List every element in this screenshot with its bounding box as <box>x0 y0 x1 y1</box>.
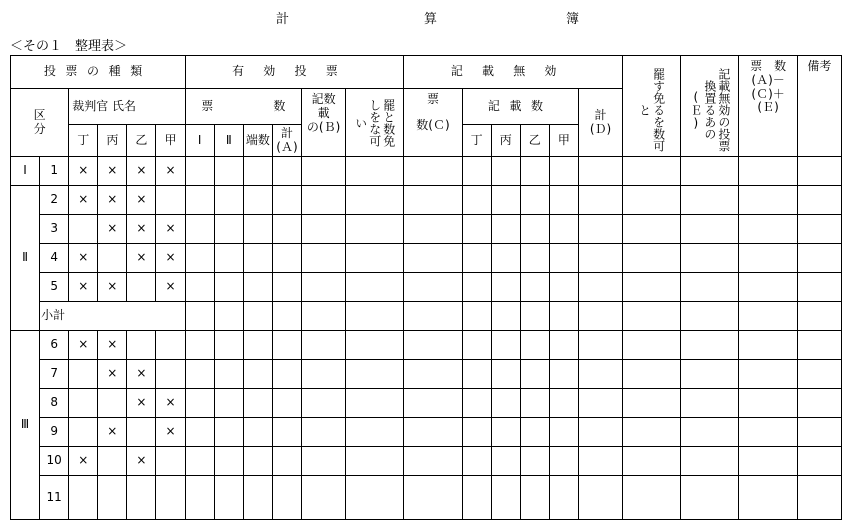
entry-cell[interactable] <box>623 302 681 331</box>
mark-ko <box>156 186 185 215</box>
entry-cell[interactable] <box>185 360 214 389</box>
header-kei-d: 計 (Ｄ) <box>578 89 622 157</box>
entry-cell[interactable] <box>549 186 578 215</box>
entry-cell[interactable] <box>462 244 491 273</box>
mark-ko: × <box>156 389 185 418</box>
mark-ko: × <box>156 273 185 302</box>
entry-cell[interactable] <box>623 244 681 273</box>
mark-hei: × <box>98 186 127 215</box>
entry-cell[interactable] <box>797 476 841 520</box>
mark-ko <box>156 447 185 476</box>
mark-tei: × <box>69 157 98 186</box>
table-row <box>11 215 842 244</box>
entry-cell[interactable] <box>243 273 272 302</box>
entry-cell[interactable] <box>404 389 462 418</box>
entry-cell[interactable] <box>404 476 462 520</box>
mark-ko <box>156 331 185 360</box>
entry-cell[interactable] <box>346 157 404 186</box>
mark-otsu: × <box>127 360 156 389</box>
row-number: 4 <box>40 244 69 273</box>
entry-cell[interactable] <box>214 389 243 418</box>
entry-cell[interactable] <box>272 418 301 447</box>
mark-tei <box>69 476 98 520</box>
entry-cell[interactable] <box>578 273 622 302</box>
entry-cell[interactable] <box>520 273 549 302</box>
entry-cell[interactable] <box>243 186 272 215</box>
entry-cell[interactable] <box>462 360 491 389</box>
entry-cell[interactable] <box>214 476 243 520</box>
row-number: 11 <box>40 476 69 520</box>
entry-cell[interactable] <box>302 273 346 302</box>
table-row <box>11 476 842 520</box>
entry-cell[interactable] <box>797 273 841 302</box>
mark-tei: × <box>69 331 98 360</box>
header-roman-2: Ⅱ <box>214 125 243 157</box>
header-inv-otsu: 乙 <box>520 125 549 157</box>
entry-cell[interactable] <box>346 389 404 418</box>
entry-cell[interactable] <box>578 331 622 360</box>
entry-cell[interactable] <box>623 360 681 389</box>
header-inv-hei: 丙 <box>491 125 520 157</box>
mark-otsu: × <box>127 447 156 476</box>
entry-cell[interactable] <box>404 360 462 389</box>
row-number: 6 <box>40 331 69 360</box>
mark-tei: × <box>69 447 98 476</box>
entry-cell[interactable] <box>681 331 739 360</box>
entry-cell[interactable] <box>578 215 622 244</box>
entry-cell[interactable] <box>272 273 301 302</box>
entry-cell[interactable] <box>549 215 578 244</box>
entry-cell[interactable] <box>520 302 549 331</box>
entry-cell[interactable] <box>214 418 243 447</box>
entry-cell[interactable] <box>214 244 243 273</box>
title-char-2: 算 <box>424 12 438 27</box>
title-char-3: 簿 <box>566 12 580 27</box>
entry-cell[interactable] <box>404 215 462 244</box>
entry-cell[interactable] <box>302 476 346 520</box>
entry-cell[interactable] <box>272 302 301 331</box>
entry-cell[interactable] <box>623 186 681 215</box>
subtotal-row <box>11 302 842 331</box>
entry-cell[interactable] <box>272 389 301 418</box>
entry-cell[interactable] <box>549 273 578 302</box>
table-row <box>11 244 842 273</box>
entry-cell[interactable] <box>185 157 214 186</box>
entry-cell[interactable] <box>462 215 491 244</box>
entry-cell[interactable] <box>491 215 520 244</box>
entry-cell[interactable] <box>520 186 549 215</box>
entry-cell[interactable] <box>243 215 272 244</box>
entry-cell[interactable] <box>549 476 578 520</box>
entry-cell[interactable] <box>578 244 622 273</box>
entry-cell[interactable] <box>739 244 797 273</box>
entry-cell[interactable] <box>520 476 549 520</box>
entry-cell[interactable] <box>623 157 681 186</box>
entry-cell[interactable] <box>185 476 214 520</box>
mark-ko: × <box>156 244 185 273</box>
entry-cell[interactable] <box>346 418 404 447</box>
row-number: 2 <box>40 186 69 215</box>
entry-cell[interactable] <box>185 302 214 331</box>
entry-cell[interactable] <box>491 302 520 331</box>
subtotal-pad <box>69 302 185 331</box>
row-number: 1 <box>40 157 69 186</box>
entry-cell[interactable] <box>272 360 301 389</box>
entry-cell[interactable] <box>681 418 739 447</box>
entry-cell[interactable] <box>623 389 681 418</box>
entry-cell[interactable] <box>302 389 346 418</box>
entry-cell[interactable] <box>681 476 739 520</box>
entry-cell[interactable] <box>520 447 549 476</box>
mark-tei <box>69 215 98 244</box>
entry-cell[interactable] <box>739 476 797 520</box>
entry-cell[interactable] <box>623 447 681 476</box>
entry-cell[interactable] <box>549 157 578 186</box>
entry-cell[interactable] <box>797 186 841 215</box>
group-label: Ⅱ <box>11 186 40 331</box>
entry-cell[interactable] <box>243 389 272 418</box>
entry-cell[interactable] <box>520 157 549 186</box>
calculation-table <box>10 55 842 520</box>
entry-cell[interactable] <box>681 447 739 476</box>
entry-cell[interactable] <box>520 331 549 360</box>
entry-cell[interactable] <box>462 302 491 331</box>
entry-cell[interactable] <box>404 447 462 476</box>
entry-cell[interactable] <box>185 389 214 418</box>
row-number: 5 <box>40 273 69 302</box>
page-title <box>0 8 852 28</box>
entry-cell[interactable] <box>491 186 520 215</box>
entry-cell[interactable] <box>302 360 346 389</box>
mark-tei: × <box>69 244 98 273</box>
table-row <box>11 157 842 186</box>
entry-cell[interactable] <box>491 447 520 476</box>
entry-cell[interactable] <box>404 273 462 302</box>
entry-cell[interactable] <box>797 418 841 447</box>
entry-cell[interactable] <box>491 476 520 520</box>
entry-cell[interactable] <box>272 447 301 476</box>
mark-hei <box>98 389 127 418</box>
mark-hei: × <box>98 273 127 302</box>
entry-cell[interactable] <box>346 215 404 244</box>
mark-hei: × <box>98 331 127 360</box>
entry-cell[interactable] <box>520 244 549 273</box>
entry-cell[interactable] <box>491 157 520 186</box>
entry-cell[interactable] <box>272 215 301 244</box>
header-e-col: 記載無効の投票換置るあの(Ｅ) <box>681 56 739 157</box>
entry-cell[interactable] <box>578 186 622 215</box>
entry-cell[interactable] <box>243 447 272 476</box>
entry-cell[interactable] <box>578 389 622 418</box>
header-hyosu: 票 数 <box>185 89 301 125</box>
entry-cell[interactable] <box>797 302 841 331</box>
entry-cell[interactable] <box>549 302 578 331</box>
entry-cell[interactable] <box>185 418 214 447</box>
entry-cell[interactable] <box>681 360 739 389</box>
entry-cell[interactable] <box>797 215 841 244</box>
entry-cell[interactable] <box>739 302 797 331</box>
entry-cell[interactable] <box>578 360 622 389</box>
entry-cell[interactable] <box>214 186 243 215</box>
row-number: 10 <box>40 447 69 476</box>
entry-cell[interactable] <box>243 302 272 331</box>
entry-cell[interactable] <box>272 157 301 186</box>
mark-ko <box>156 476 185 520</box>
entry-cell[interactable] <box>681 215 739 244</box>
header-remarks: 備考 <box>797 56 841 157</box>
entry-cell[interactable] <box>243 244 272 273</box>
mark-ko: × <box>156 215 185 244</box>
header-total-col: 票 数 (Ａ)－ (Ｃ)＋ (Ｅ) <box>739 56 797 157</box>
entry-cell[interactable] <box>739 157 797 186</box>
header-kubun: 区 分 <box>11 89 69 157</box>
entry-cell[interactable] <box>404 302 462 331</box>
entry-cell[interactable] <box>404 244 462 273</box>
title-char-1: 計 <box>276 12 290 27</box>
header-otsu: 乙 <box>127 125 156 157</box>
mark-ko: × <box>156 418 185 447</box>
header-hime-col: 罷す免るを数可と <box>623 56 681 157</box>
entry-cell[interactable] <box>681 389 739 418</box>
entry-cell[interactable] <box>185 447 214 476</box>
entry-cell[interactable] <box>346 360 404 389</box>
entry-cell[interactable] <box>739 418 797 447</box>
entry-cell[interactable] <box>491 418 520 447</box>
entry-cell[interactable] <box>739 447 797 476</box>
mark-hei <box>98 476 127 520</box>
entry-cell[interactable] <box>185 215 214 244</box>
header-hei: 丙 <box>98 125 127 157</box>
entry-cell[interactable] <box>520 418 549 447</box>
entry-cell[interactable] <box>272 186 301 215</box>
mark-otsu: × <box>127 215 156 244</box>
group-label: Ⅲ <box>11 331 40 520</box>
entry-cell[interactable] <box>214 273 243 302</box>
entry-cell[interactable] <box>214 302 243 331</box>
header-valid-votes: 有効投票 <box>185 56 404 89</box>
mark-ko: × <box>156 157 185 186</box>
entry-cell[interactable] <box>797 244 841 273</box>
mark-otsu: × <box>127 244 156 273</box>
entry-cell[interactable] <box>302 157 346 186</box>
entry-cell[interactable] <box>623 476 681 520</box>
entry-cell[interactable] <box>491 273 520 302</box>
mark-tei <box>69 360 98 389</box>
entry-cell[interactable] <box>462 157 491 186</box>
row-number: 3 <box>40 215 69 244</box>
entry-cell[interactable] <box>549 331 578 360</box>
header-judge-name: 裁判官 氏名 <box>69 89 185 125</box>
entry-cell[interactable] <box>185 244 214 273</box>
table-row <box>11 360 842 389</box>
entry-cell[interactable] <box>739 389 797 418</box>
entry-cell[interactable] <box>623 273 681 302</box>
mark-hei: × <box>98 418 127 447</box>
entry-cell[interactable] <box>681 244 739 273</box>
entry-cell[interactable] <box>462 186 491 215</box>
entry-cell[interactable] <box>739 186 797 215</box>
table-row <box>11 273 842 302</box>
header-kisai-su: 記載数 <box>462 89 578 125</box>
entry-cell[interactable] <box>243 418 272 447</box>
entry-cell[interactable] <box>578 302 622 331</box>
entry-cell[interactable] <box>243 157 272 186</box>
sheet-subtitle: ＜その１ 整理表＞ <box>10 39 128 54</box>
row-number: 9 <box>40 418 69 447</box>
mark-ko <box>156 360 185 389</box>
entry-cell[interactable] <box>346 447 404 476</box>
entry-cell[interactable] <box>797 447 841 476</box>
header-roman-1: Ⅰ <box>185 125 214 157</box>
entry-cell[interactable] <box>185 186 214 215</box>
header-hikaku: 罷と数免しをな可い <box>346 89 404 157</box>
row-number: 8 <box>40 389 69 418</box>
entry-cell[interactable] <box>797 360 841 389</box>
entry-cell[interactable] <box>346 244 404 273</box>
entry-cell[interactable] <box>797 157 841 186</box>
entry-cell[interactable] <box>681 273 739 302</box>
table-row <box>11 418 842 447</box>
entry-cell[interactable] <box>346 302 404 331</box>
entry-cell[interactable] <box>404 331 462 360</box>
entry-cell[interactable] <box>346 186 404 215</box>
entry-cell[interactable] <box>272 331 301 360</box>
entry-cell[interactable] <box>549 244 578 273</box>
subtotal-label: 小計 <box>40 302 69 331</box>
table-row <box>11 186 842 215</box>
entry-cell[interactable] <box>346 476 404 520</box>
mark-otsu <box>127 476 156 520</box>
mark-tei <box>69 389 98 418</box>
entry-cell[interactable] <box>578 476 622 520</box>
group-label: Ⅰ <box>11 157 40 186</box>
entry-cell[interactable] <box>797 389 841 418</box>
mark-tei: × <box>69 186 98 215</box>
table-row <box>11 331 842 360</box>
entry-cell[interactable] <box>302 418 346 447</box>
entry-cell[interactable] <box>462 389 491 418</box>
entry-cell[interactable] <box>243 476 272 520</box>
entry-cell[interactable] <box>462 273 491 302</box>
table-row <box>11 447 842 476</box>
entry-cell[interactable] <box>346 331 404 360</box>
entry-cell[interactable] <box>214 331 243 360</box>
entry-cell[interactable] <box>739 273 797 302</box>
entry-cell[interactable] <box>243 331 272 360</box>
entry-cell[interactable] <box>302 302 346 331</box>
entry-cell[interactable] <box>681 186 739 215</box>
entry-cell[interactable] <box>520 389 549 418</box>
mark-tei <box>69 418 98 447</box>
entry-cell[interactable] <box>578 447 622 476</box>
entry-cell[interactable] <box>302 447 346 476</box>
entry-cell[interactable] <box>739 331 797 360</box>
mark-otsu: × <box>127 157 156 186</box>
mark-otsu <box>127 331 156 360</box>
header-hyosu-c: 票 数(Ｃ) <box>404 89 462 157</box>
entry-cell[interactable] <box>185 273 214 302</box>
entry-cell[interactable] <box>302 186 346 215</box>
entry-cell[interactable] <box>739 215 797 244</box>
entry-cell[interactable] <box>302 244 346 273</box>
entry-cell[interactable] <box>520 215 549 244</box>
mark-hei <box>98 447 127 476</box>
header-recorded-invalid: 記載無効 <box>404 56 623 89</box>
header-inv-ko: 甲 <box>549 125 578 157</box>
entry-cell[interactable] <box>462 418 491 447</box>
entry-cell[interactable] <box>404 186 462 215</box>
entry-cell[interactable] <box>243 360 272 389</box>
mark-otsu: × <box>127 389 156 418</box>
entry-cell[interactable] <box>681 157 739 186</box>
header-ko: 甲 <box>156 125 185 157</box>
entry-cell[interactable] <box>797 331 841 360</box>
mark-hei: × <box>98 157 127 186</box>
entry-cell[interactable] <box>549 418 578 447</box>
mark-otsu <box>127 418 156 447</box>
row-number: 7 <box>40 360 69 389</box>
entry-cell[interactable] <box>549 389 578 418</box>
entry-cell[interactable] <box>346 273 404 302</box>
entry-cell[interactable] <box>462 331 491 360</box>
mark-otsu <box>127 273 156 302</box>
header-vote-types: 投票の種類 <box>11 56 186 89</box>
mark-hei <box>98 244 127 273</box>
table-row <box>11 389 842 418</box>
header-inv-tei: 丁 <box>462 125 491 157</box>
entry-cell[interactable] <box>623 215 681 244</box>
mark-hei: × <box>98 360 127 389</box>
entry-cell[interactable] <box>272 244 301 273</box>
entry-cell[interactable] <box>214 447 243 476</box>
header-kisai-b: 記数 載 の(Ｂ) <box>302 89 346 157</box>
mark-hei: × <box>98 215 127 244</box>
entry-cell[interactable] <box>491 331 520 360</box>
entry-cell[interactable] <box>462 447 491 476</box>
header-kei-a: 計 (Ａ) <box>272 125 301 157</box>
entry-cell[interactable] <box>491 244 520 273</box>
entry-cell[interactable] <box>491 389 520 418</box>
entry-cell[interactable] <box>302 215 346 244</box>
entry-cell[interactable] <box>578 157 622 186</box>
header-hasu: 端数 <box>243 125 272 157</box>
entry-cell[interactable] <box>623 418 681 447</box>
entry-cell[interactable] <box>549 360 578 389</box>
entry-cell[interactable] <box>739 360 797 389</box>
mark-tei: × <box>69 273 98 302</box>
header-tei: 丁 <box>69 125 98 157</box>
entry-cell[interactable] <box>185 331 214 360</box>
mark-otsu: × <box>127 186 156 215</box>
entry-cell[interactable] <box>578 418 622 447</box>
entry-cell[interactable] <box>623 331 681 360</box>
entry-cell[interactable] <box>681 302 739 331</box>
entry-cell[interactable] <box>272 476 301 520</box>
entry-cell[interactable] <box>549 447 578 476</box>
entry-cell[interactable] <box>302 331 346 360</box>
entry-cell[interactable] <box>491 360 520 389</box>
entry-cell[interactable] <box>214 215 243 244</box>
entry-cell[interactable] <box>404 418 462 447</box>
entry-cell[interactable] <box>520 360 549 389</box>
entry-cell[interactable] <box>404 157 462 186</box>
entry-cell[interactable] <box>214 360 243 389</box>
entry-cell[interactable] <box>462 476 491 520</box>
entry-cell[interactable] <box>214 157 243 186</box>
